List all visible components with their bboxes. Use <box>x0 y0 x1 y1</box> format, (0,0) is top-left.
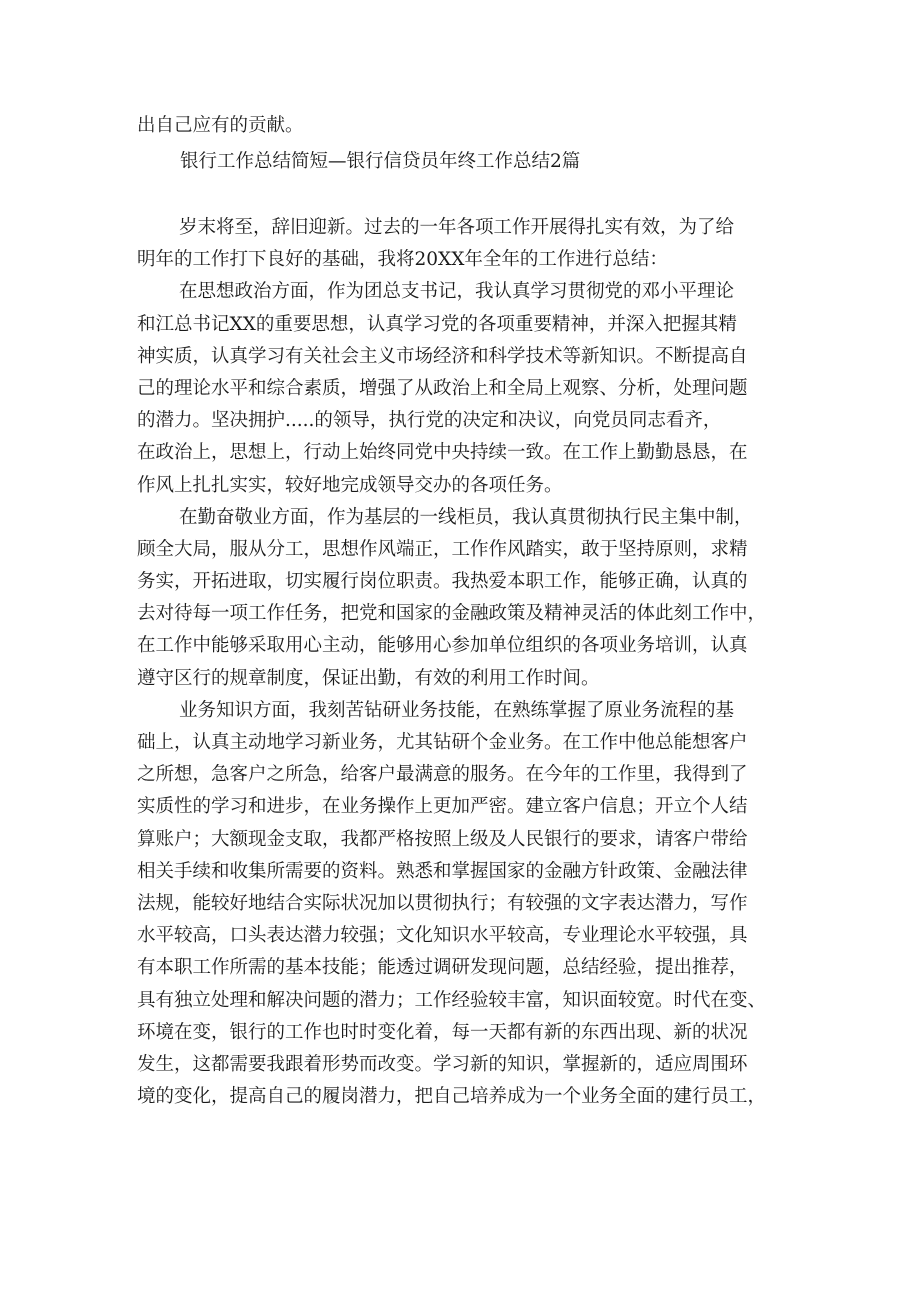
text-line: 法规，能较好地结合实际状况加以贯彻执行；有较强的文字表达潜力，写作 <box>137 892 748 914</box>
text-line: 在工作中能够采取用心主动，能够用心参加单位组织的各项业务培训，认真 <box>137 635 748 657</box>
text-line: 和江总书记XX的重要思想，认真学习党的各项重要精神，并深入把握其精 <box>137 313 737 335</box>
text-line: 岁末将至，辞旧迎新。过去的一年各项工作开展得扎实有效，为了给 <box>179 217 735 238</box>
text-line: 发生，这都需要我跟着形势而改变。学习新的知识，掌握新的，适应周围环 <box>137 1053 748 1075</box>
text-line: 相关手续和收集所需要的资料。熟悉和掌握国家的金融方针政策、金融法律 <box>137 860 748 882</box>
text-line: 业务知识方面，我刻苦钻研业务技能，在熟练掌握了原业务流程的基 <box>179 699 735 721</box>
text-line: 遵守区行的规章制度，保证出勤，有效的利用工作时间。 <box>137 667 600 689</box>
text-line: 之所想，急客户之所急，给客户最满意的服务。在今年的工作里，我得到了 <box>137 764 748 786</box>
text-line: 神实质，认真学习有关社会主义市场经济和科学技术等新知识。不断提高自 <box>137 345 748 367</box>
text-line: 己的理论水平和综合素质，增强了从政治上和全局上观察、分析，处理问题 <box>137 377 748 399</box>
text-line: 去对待每一项工作任务，把党和国家的金融政策及精神灵活的体此刻工作中， <box>137 603 767 625</box>
text-line: 在思想政治方面，作为团总支书记，我认真学习贯彻党的邓小平理论 <box>179 281 735 303</box>
text-line: 础上，认真主动地学习新业务，尤其钻研个金业务。在工作中他总能想客户 <box>137 732 748 753</box>
text-line: 的潜力。坚决拥护.....的领导，执行党的决定和决议，向党员同志看齐， <box>137 410 722 432</box>
text-line: 有本职工作所需的基本技能；能透过调研发现问题，总结经验，提出推荐， <box>137 957 748 979</box>
text-line: 顾全大局，服从分工，思想作风端正，工作作风踏实，敢于坚持原则，求精 <box>137 538 748 560</box>
section-title <box>180 146 830 178</box>
text-line: 算账户；大额现金支取，我都严格按照上级及人民银行的要求，请客户带给 <box>137 828 748 850</box>
text-line: 在政治上，思想上，行动上始终同党中央持续一致。在工作上勤勤恳恳，在 <box>137 442 748 464</box>
text-line: 实质性的学习和进步，在业务操作上更加严密。建立客户信息；开立个人结 <box>137 796 748 818</box>
section-title-text: 银行工作总结简短—银行信贷员年终工作总结2篇 <box>180 151 581 172</box>
text-line: 明年的工作打下良好的基础，我将20XX年全年的工作进行总结： <box>137 249 668 271</box>
text-line: 作风上扎扎实实，较好地完成领导交办的各项任务。 <box>137 474 563 496</box>
text-line: 在勤奋敬业方面，作为基层的一线柜员，我认真贯彻执行民主集中制， <box>179 506 753 528</box>
text-line: 水平较高，口头表达潜力较强；文化知识水平较高，专业理论水平较强，具 <box>137 925 748 947</box>
opening-line <box>137 110 787 142</box>
text-line: 环境在变，银行的工作也时时变化着，每一天都有新的东西出现、新的状况 <box>137 1021 748 1043</box>
text-line: 务实，开拓进取，切实履行岗位职责。我热爱本职工作，能够正确，认真的 <box>137 571 748 593</box>
text-line: 具有独立处理和解决问题的潜力；工作经验较丰富，知识面较宽。时代在变、 <box>137 989 767 1011</box>
text-line: 出自己应有的贡献。 <box>137 115 304 136</box>
body-text <box>137 212 787 1113</box>
text-line: 境的变化，提高自己的履岗潜力，把自己培养成为一个业务全面的建行员工， <box>137 1086 767 1108</box>
